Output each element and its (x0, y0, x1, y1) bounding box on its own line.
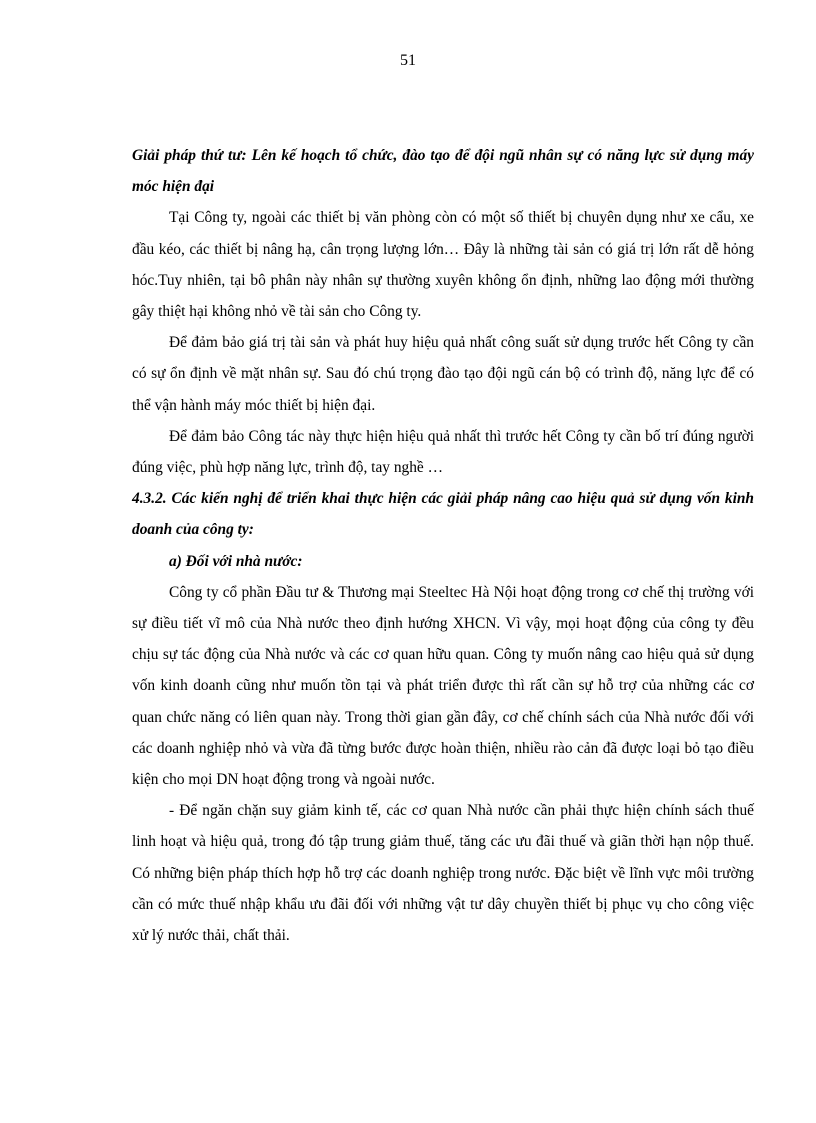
document-body (132, 140, 754, 951)
paragraph: Công ty cổ phần Đầu tư & Thương mại Steeltec Hà Nội hoạt động trong cơ chế thị trường với sự điều tiết vĩ mô của Nhà nước theo định hướng XHCN. Vì vậy, mọi hoạt động của công ty đều chịu sự tác động của Nhà nước và các cơ quan hữu quan. Công ty muốn nâng cao hiệu quả sử dụng vốn kinh doanh cũng như muốn tồn tại và phát triển được thì rất cần sự hỗ trợ của những các cơ quan chức năng có liên quan này. Trong thời gian gần đây, cơ chế chính sách của Nhà nước đối với các doanh nghiệp nhỏ và vừa đã từng bước được hoàn thiện, nhiều rào cản đã được loại bỏ tạo điều kiện cho mọi DN hoạt động trong và ngoài nước. (132, 583, 754, 789)
paragraph: - Để ngăn chặn suy giảm kinh tế, các cơ quan Nhà nước cần phải thực hiện chính sách thuế linh hoạt và hiệu quả, trong đó tập trung giảm thuế, tăng các ưu đãi thuế và giãn thời hạn nộp thuế. Có những biện pháp thích hợp hỗ trợ các doanh nghiệp trong nước. Đặc biệt về lĩnh vực môi trường cần có mức thuế nhập khẩu ưu đãi đối với những vật tư dây chuyền thiết bị phục vụ cho công việc xử lý nước thải, chất thải. (132, 802, 754, 945)
subheading-state: a) Đối với nhà nước: (169, 552, 303, 570)
paragraph: Để đảm bảo Công tác này thực hiện hiệu quả nhất thì trước hết Công ty cần bố trí đúng người đúng việc, phù hợp năng lực, trình độ, tay nghề … (132, 427, 754, 477)
section-heading-4-3-2: 4.3.2. Các kiến nghị để triển khai thực hiện các giải pháp nâng cao hiệu quả sử dụng vốn kinh doanh của công ty: (132, 490, 754, 539)
section-heading-solution-4: Giải pháp thứ tư: Lên kế hoạch tổ chức, đào tạo để đội ngũ nhân sự có năng lực sử dụng máy móc hiện đại (132, 147, 754, 196)
paragraph: Để đảm bảo giá trị tài sản và phát huy hiệu quả nhất công suất sử dụng trước hết Công ty cần có sự ổn định về mặt nhân sự. Sau đó chú trọng đào tạo đội ngũ cán bộ có trình độ, năng lực để có thể vận hành máy móc thiết bị hiện đại. (132, 334, 754, 414)
page-number: 51 (400, 52, 416, 69)
paragraph: Tại Công ty, ngoài các thiết bị văn phòng còn có một số thiết bị chuyên dụng như xe cẩu, xe đầu kéo, các thiết bị nâng hạ, cân trọng lượng lớn… Đây là những tài sản có giá trị lớn rất dễ hỏng hóc.Tuy nhiên, tại bô phân này nhân sự thường xuyên không ổn định, những lao động mới thường gây thiệt hại không nhỏ về tài sản cho Công ty. (132, 209, 754, 321)
